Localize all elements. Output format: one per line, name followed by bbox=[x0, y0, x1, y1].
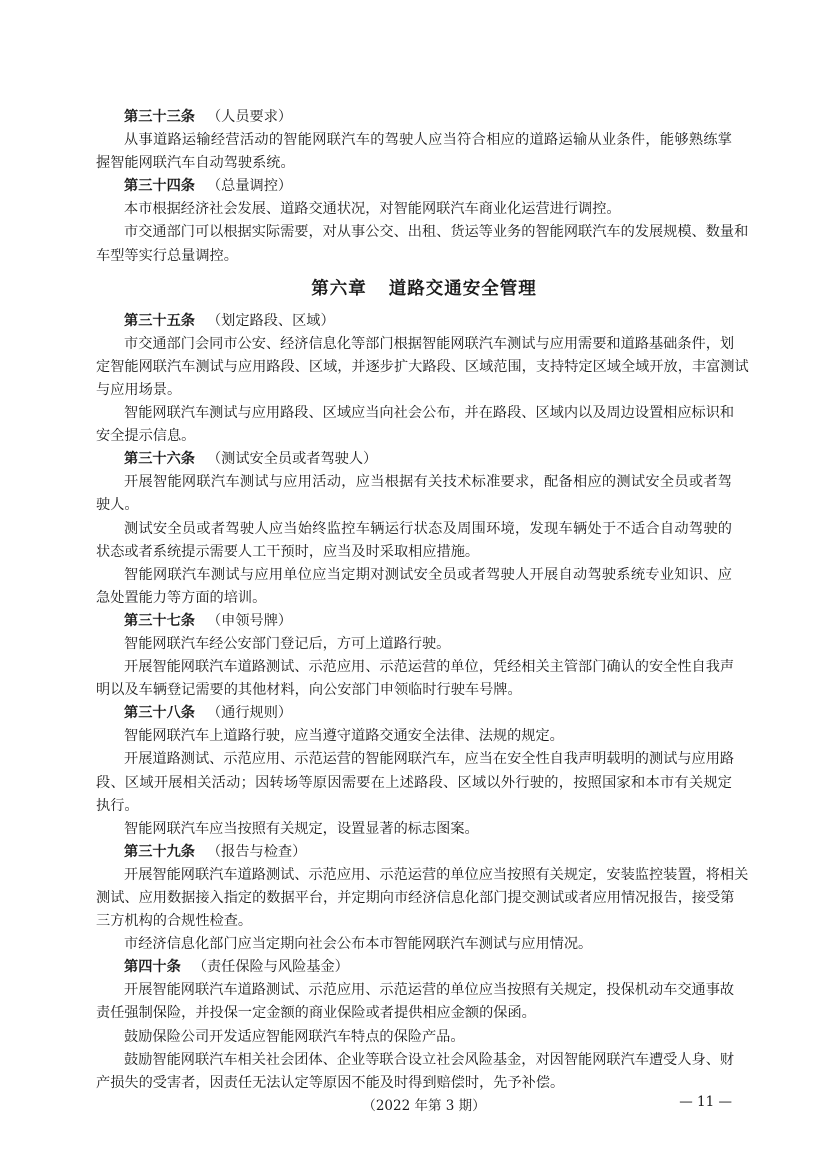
paragraph bbox=[96, 933, 732, 956]
paragraph-line: 开展智能网联汽车道路测试、示范应用、示范运营的单位应当按照有关规定，投保机动车交通事故 bbox=[124, 982, 735, 999]
chapter-heading bbox=[96, 268, 732, 310]
paragraph-line: 从事道路运输经营活动的智能网联汽车的驾驶人应当符合相应的道路运输从业条件，能够熟练掌 bbox=[124, 132, 732, 149]
article-title: （报告与检查） bbox=[206, 843, 307, 860]
paragraph-line: 鼓励智能网联汽车相关社会团体、企业等联合设立社会风险基金，对因智能网联汽车遭受人身、财 bbox=[124, 1051, 735, 1068]
paragraph-line: 定智能网联汽车测试与应用路段、区域，并逐步扩大路段、区域范围，支持特定区域全域开放，丰富测试 bbox=[96, 358, 749, 375]
chapter-number: 第六章 bbox=[311, 278, 367, 299]
paragraph-line: 开展智能网联汽车道路测试、示范应用、示范运营的单位，凭经相关主管部门确认的安全性自我声 bbox=[124, 659, 735, 676]
paragraph-line: 开展道路测试、示范应用、示范运营的智能网联汽车，应当在安全性自我声明载明的测试与应用路 bbox=[124, 751, 735, 768]
paragraph-line: 车型等实行总量调控。 bbox=[96, 247, 238, 264]
article-number: 第四十条 bbox=[124, 959, 181, 976]
issue-label: （2022 年第 3 期） bbox=[362, 1098, 486, 1114]
paragraph-line: 开展智能网联汽车测试与应用活动，应当根据有关技术标准要求，配备相应的测试安全员或者驾 bbox=[124, 474, 732, 491]
article-number: 第三十七条 bbox=[124, 612, 195, 629]
paragraph-line: 智能网联汽车上道路行驶，应当遵守道路交通安全法律、法规的规定。 bbox=[124, 728, 564, 745]
article-heading bbox=[96, 310, 732, 333]
article-heading bbox=[96, 175, 732, 198]
paragraph-line: 市经济信息化部门应当定期向社会公布本市智能网联汽车测试与应用情况。 bbox=[124, 936, 593, 953]
paragraph-line: 明以及车辆登记需要的其他材料，向公安部门申领临时行驶车号牌。 bbox=[96, 682, 522, 699]
page-number: — 11 — bbox=[679, 1094, 732, 1110]
article-heading bbox=[96, 841, 732, 864]
paragraph-line: 急处置能力等方面的培训。 bbox=[96, 589, 267, 606]
paragraph-line: 开展智能网联汽车道路测试、示范应用、示范运营的单位应当按照有关规定，安装监控装置，将相关 bbox=[124, 866, 749, 883]
paragraph-line: 驶人。 bbox=[96, 497, 139, 514]
paragraph-line: 鼓励保险公司开发适应智能网联汽车特点的保险产品。 bbox=[124, 1028, 465, 1045]
paragraph bbox=[96, 656, 735, 702]
article-title: （申领号牌） bbox=[206, 612, 293, 629]
paragraph bbox=[96, 564, 732, 610]
paragraph bbox=[96, 471, 732, 517]
paragraph-line: 与应用场景。 bbox=[96, 381, 182, 398]
paragraph bbox=[96, 633, 732, 656]
article-heading bbox=[96, 956, 732, 979]
article-number: 第三十三条 bbox=[124, 109, 195, 125]
article-title: （通行规则） bbox=[206, 705, 293, 722]
paragraph-line: 智能网联汽车经公安部门登记后，方可上道路行驶。 bbox=[124, 635, 451, 652]
article-heading bbox=[96, 610, 732, 633]
paragraph bbox=[96, 402, 735, 448]
paragraph bbox=[96, 725, 732, 748]
chapter-title: 道路交通安全管理 bbox=[388, 278, 537, 299]
paragraph bbox=[96, 748, 735, 817]
article-number: 第三十九条 bbox=[124, 843, 195, 860]
paragraph bbox=[96, 518, 732, 564]
article-title: （总量调控） bbox=[206, 178, 293, 195]
paragraph-line: 握智能网联汽车自动驾驶系统。 bbox=[96, 155, 295, 172]
article-title: （人员要求） bbox=[206, 109, 293, 125]
article-number: 第三十五条 bbox=[124, 312, 195, 329]
paragraph-line: 三方机构的合规性检查。 bbox=[96, 913, 253, 930]
paragraph-line: 段、区域开展相关活动；因转场等原因需要在上述路段、区域以外行驶的，按照国家和本市有关规定 bbox=[96, 774, 732, 791]
paragraph bbox=[96, 979, 735, 1025]
paragraph-line: 责任强制保险，并投保一定金额的商业保险或者提供相应金额的保函。 bbox=[96, 1005, 536, 1022]
article-title: （测试安全员或者驾驶人） bbox=[206, 451, 378, 468]
paragraph-line: 测试安全员或者驾驶人应当始终监控车辆运行状态及周围环境，发现车辆处于不适合自动驾驶的 bbox=[124, 520, 732, 537]
article-heading bbox=[96, 702, 732, 725]
paragraph-line: 智能网联汽车测试与应用单位应当定期对测试安全员或者驾驶人开展自动驾驶系统专业知识、应 bbox=[124, 566, 732, 583]
article-title: （划定路段、区域） bbox=[206, 312, 335, 329]
paragraph-line: 本市根据经济社会发展、道路交通状况，对智能网联汽车商业化运营进行调控。 bbox=[124, 201, 621, 218]
paragraph bbox=[96, 129, 732, 175]
paragraph bbox=[96, 818, 732, 841]
document-body bbox=[96, 106, 749, 1095]
page-footer bbox=[96, 1094, 732, 1116]
paragraph bbox=[96, 198, 732, 221]
paragraph-line: 产损失的受害者，因责任无法认定等原因不能及时得到赔偿时，先予补偿。 bbox=[96, 1074, 565, 1091]
paragraph-line: 安全提示信息。 bbox=[96, 428, 196, 445]
article-title: （责任保险与风险基金） bbox=[192, 959, 349, 976]
paragraph-line: 智能网联汽车应当按照有关规定，设置显著的标志图案。 bbox=[124, 820, 479, 837]
paragraph-line: 市交通部门会同市公安、经济信息化等部门根据智能网联汽车测试与应用需要和道路基础条件，划 bbox=[124, 335, 735, 352]
paragraph-line: 市交通部门可以根据实际需要，对从事公交、出租、货运等业务的智能网联汽车的发展规模、数量和 bbox=[124, 224, 749, 241]
paragraph-line: 测试、应用数据接入指定的数据平台，并定期向市经济信息化部门提交测试或者应用情况报告，接受第 bbox=[96, 890, 735, 906]
paragraph-line: 智能网联汽车测试与应用路段、区域应当向社会公布，并在路段、区域内以及周边设置相应标识和 bbox=[124, 405, 735, 422]
article-number: 第三十六条 bbox=[124, 451, 195, 468]
paragraph bbox=[96, 1049, 735, 1095]
paragraph-line: 执行。 bbox=[96, 797, 139, 814]
paragraph bbox=[96, 333, 749, 402]
article-number: 第三十八条 bbox=[124, 705, 195, 722]
paragraph bbox=[96, 864, 749, 933]
article-number: 第三十四条 bbox=[124, 178, 195, 195]
paragraph bbox=[96, 221, 749, 267]
paragraph bbox=[96, 1026, 732, 1049]
paragraph-line: 状态或者系统提示需要人工干预时，应当及时采取相应措施。 bbox=[96, 543, 480, 560]
article-heading bbox=[96, 448, 732, 471]
article-heading bbox=[96, 106, 732, 129]
